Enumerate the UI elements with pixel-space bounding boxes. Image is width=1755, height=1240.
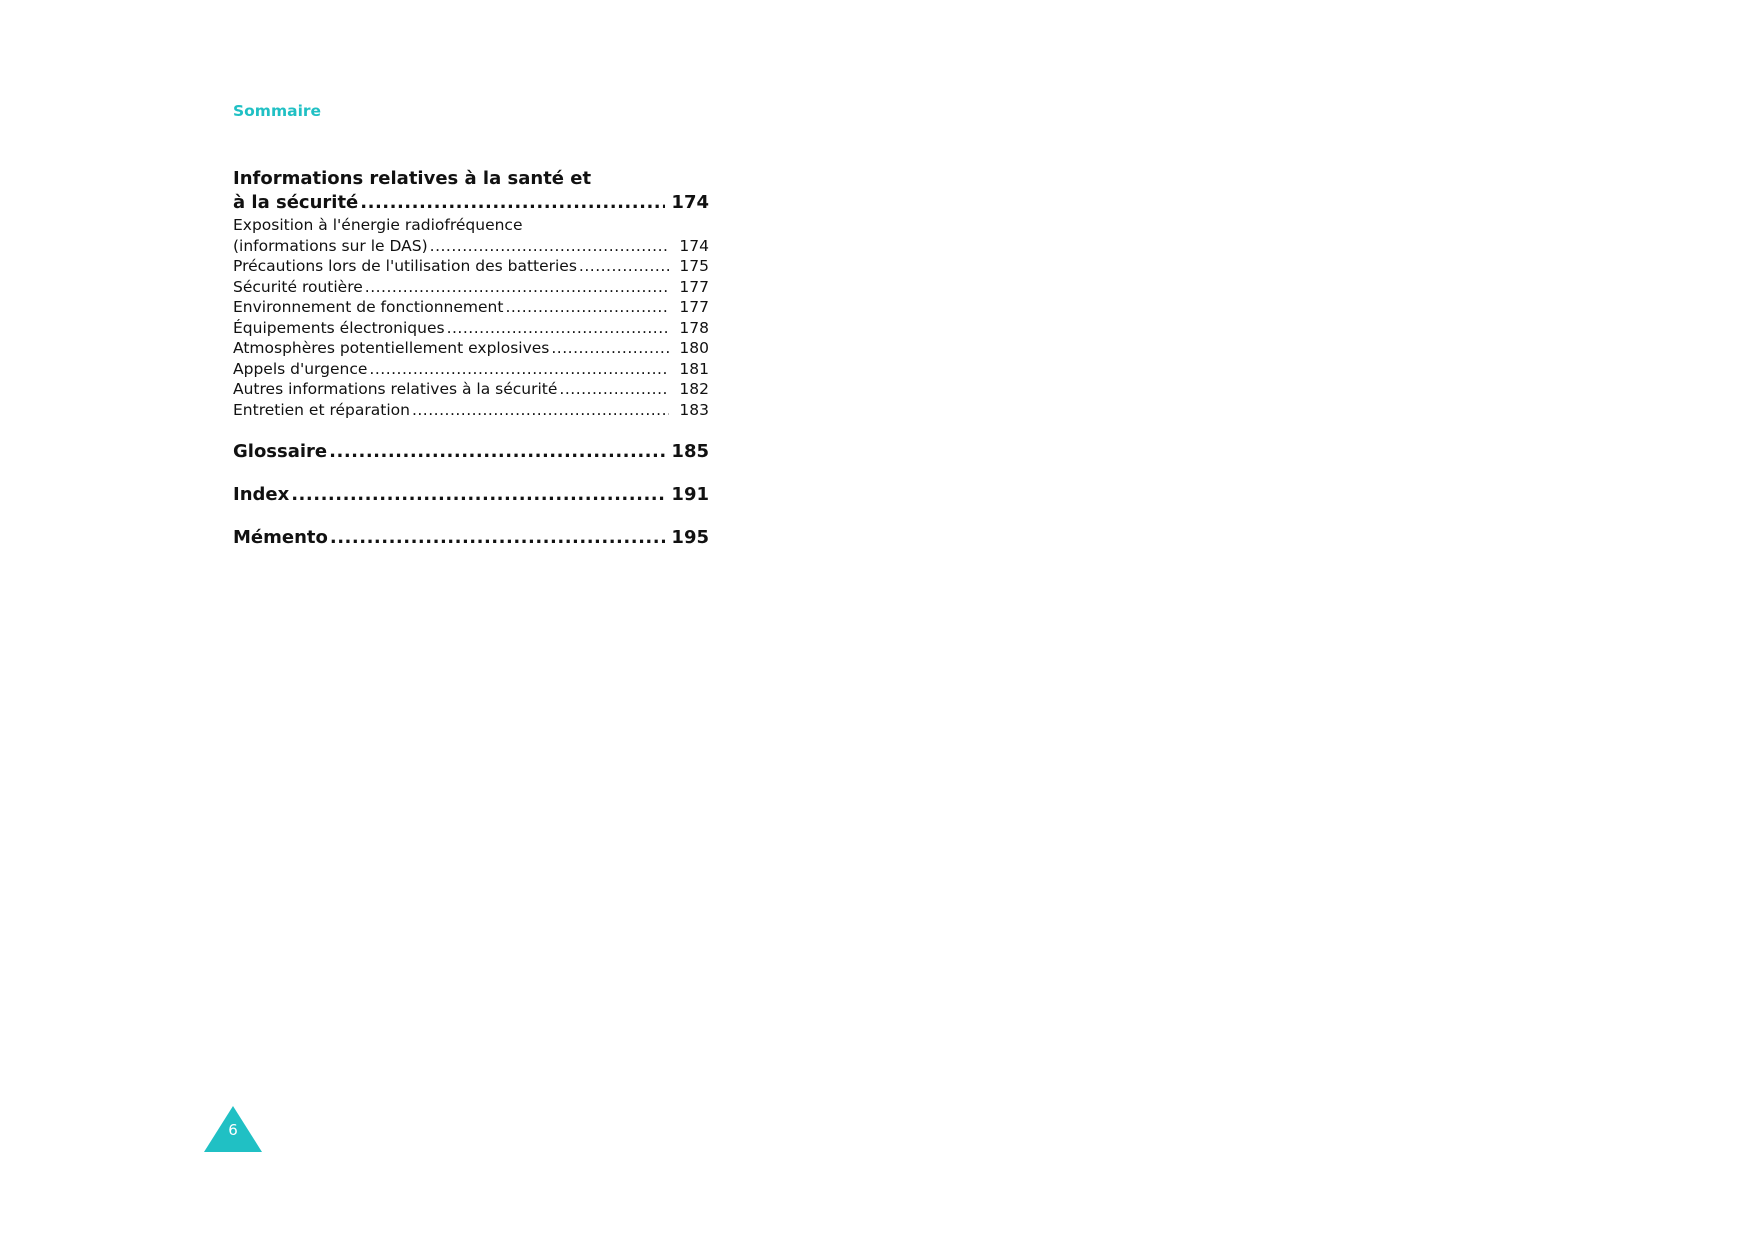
toc-entry-label: Mémento — [233, 527, 328, 548]
toc-entry-label: Environnement de fonctionnement — [233, 298, 504, 316]
toc-entry-label: Autres informations relatives à la sécurité — [233, 380, 558, 398]
dot-leader — [579, 256, 669, 277]
toc-main-entry-glossaire[interactable] — [233, 440, 709, 463]
toc-entry-label: Sécurité routière — [233, 277, 363, 296]
dot-leader — [505, 297, 669, 318]
toc-page-number: 180 — [679, 339, 709, 357]
toc-page-number: 185 — [671, 441, 709, 462]
toc-page-number: 183 — [679, 400, 709, 419]
toc-entry-label-line2: à la sécurité — [233, 192, 359, 213]
dot-leader — [291, 483, 665, 506]
toc-page-number: 182 — [679, 380, 709, 398]
dot-leader — [365, 277, 669, 298]
dot-leader — [369, 359, 669, 380]
table-of-contents — [233, 167, 709, 549]
page-number: 6 — [228, 1121, 238, 1139]
toc-entry-label-line2: (informations sur le DAS) — [233, 236, 428, 255]
toc-main-entry-memento[interactable] — [233, 526, 709, 549]
toc-main-entry-index[interactable] — [233, 483, 709, 506]
toc-entry-label-line1: Informations relatives à la santé et — [233, 168, 592, 189]
toc-entry-label: Précautions lors de l'utilisation des batteries — [233, 257, 577, 275]
toc-sub-entry[interactable] — [233, 400, 709, 421]
dot-leader — [551, 338, 669, 359]
toc-sub-entry[interactable] — [233, 318, 709, 339]
toc-sub-entry[interactable] — [233, 338, 709, 359]
dot-leader — [559, 379, 669, 400]
toc-page-number: 177 — [679, 277, 709, 296]
toc-sub-entry[interactable] — [233, 256, 709, 277]
dot-leader — [447, 318, 669, 339]
toc-entry-label: Entretien et réparation — [233, 400, 410, 419]
toc-page-number: 178 — [679, 318, 709, 337]
dot-leader — [329, 440, 665, 463]
toc-page-number: 174 — [671, 192, 709, 213]
toc-entry-label: Équipements électroniques — [233, 318, 445, 337]
toc-page-number: 191 — [671, 484, 709, 505]
dot-leader — [430, 236, 669, 257]
toc-entry-label: Atmosphères potentiellement explosives — [233, 339, 550, 357]
dot-leader — [412, 400, 669, 421]
toc-page-number: 177 — [679, 298, 709, 316]
toc-page-number: 175 — [679, 257, 709, 275]
toc-entry-label: Appels d'urgence — [233, 359, 368, 378]
toc-sub-entry[interactable] — [233, 215, 709, 256]
toc-page-number: 195 — [671, 527, 709, 548]
toc-entry-label: Index — [233, 484, 290, 505]
dot-leader — [360, 190, 665, 215]
toc-page-number: 181 — [679, 359, 709, 378]
toc-sub-entry[interactable] — [233, 379, 709, 400]
toc-page-number: 174 — [679, 236, 709, 255]
toc-entry-label-line1: Exposition à l'énergie radiofréquence — [233, 216, 523, 234]
section-title: Sommaire — [233, 102, 322, 120]
toc-sub-entry[interactable] — [233, 359, 709, 380]
toc-entry-label: Glossaire — [233, 441, 328, 462]
dot-leader — [330, 526, 665, 549]
toc-main-entry-health-safety[interactable] — [233, 167, 709, 215]
toc-sub-entry[interactable] — [233, 297, 709, 318]
toc-sub-entry[interactable] — [233, 277, 709, 298]
